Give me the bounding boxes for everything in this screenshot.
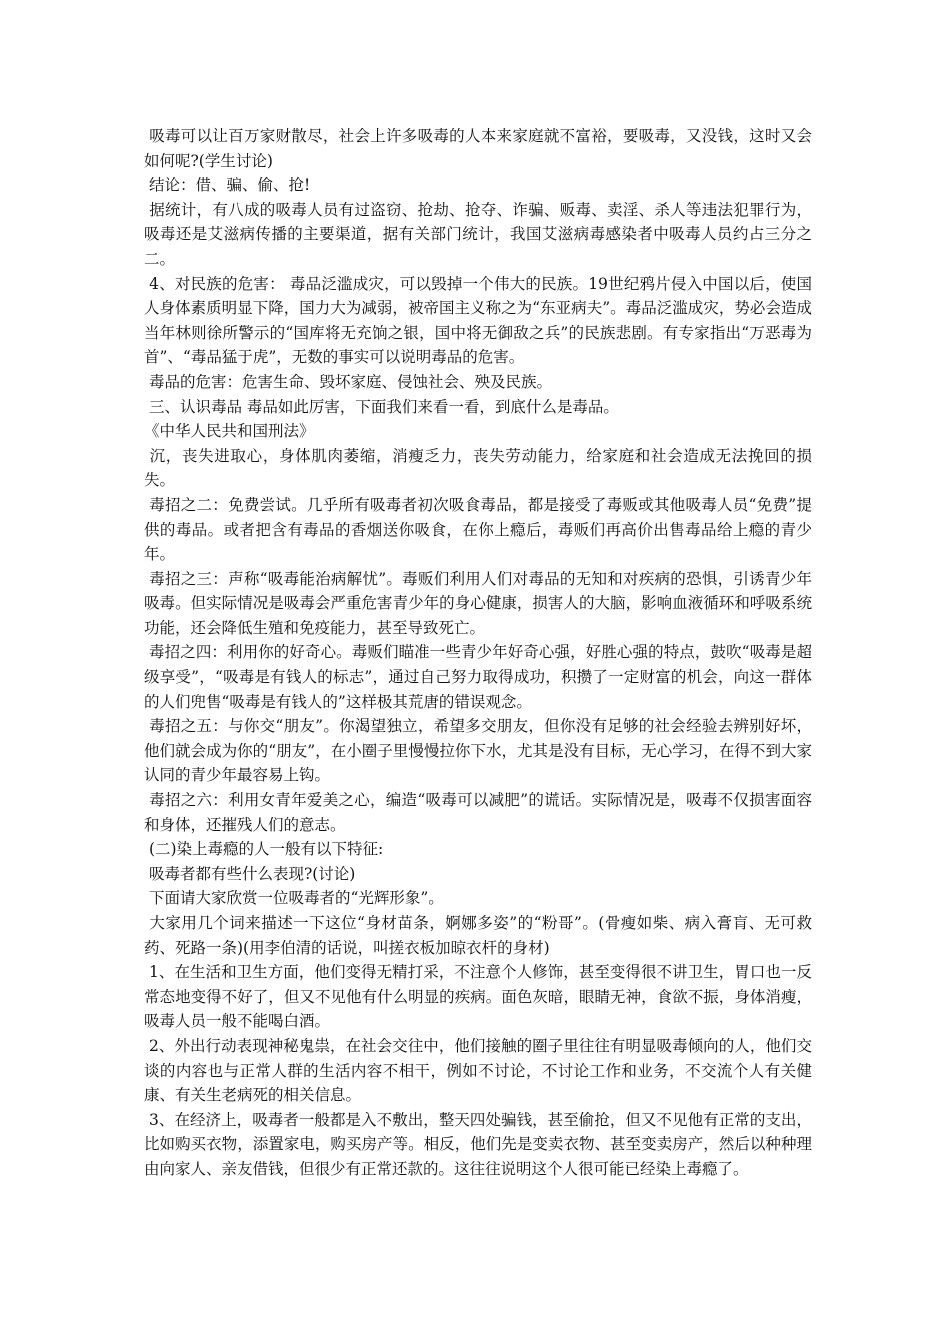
section-heading: 三、认识毒品 毒品如此厉害，下面我们来看一看，到底什么是毒品。 xyxy=(144,397,619,416)
paragraph: 毒招之六：利用女青年爱美之心，编造“吸毒可以减肥”的谎话。实际情况是，吸毒不仅损害面容和身体，还摧残人们的意志。 xyxy=(144,791,812,834)
paragraph: 吸毒可以让百万家财散尽，社会上许多吸毒的人本来家庭就不富裕，要吸毒，又没钱，这时又会如何呢?(学生讨论) xyxy=(144,127,812,170)
paragraph: 4、对民族的危害： 毒品泛滥成灾，可以毁掉一个伟大的民族。19世纪鸦片侵入中国以后，使国人身体素质明显下降，国力大为减弱，被帝国主义称之为“东亚病夫”。毒品泛滥成灾，势必会造成当年林则徐所警示的“国库将无充饷之银，国中将无御敌之兵”的民族悲剧。有专家指出“万恶毒为首”、“毒品猛于虎”，无数的事实可以说明毒品的危害。 xyxy=(144,274,813,367)
paragraph: 毒招之三：声称“吸毒能治病解忧”。毒贩们利用人们对毒品的无知和对疾病的恐惧，引诱青少年吸毒。但实际情况是吸毒会严重危害青少年的身心健康，损害人的大脑，影响血液循环和呼吸系统功能，还会降低生殖和免疫能力，甚至导致死亡。 xyxy=(144,569,812,637)
paragraph: 据统计，有八成的吸毒人员有过盗窃、抢劫、抢夺、诈骗、贩毒、卖淫、杀人等违法犯罪行为，吸毒还是艾滋病传播的主要渠道，据有关部门统计，我国艾滋病毒感染者中吸毒人员约占三分之二。 xyxy=(144,200,812,268)
paragraph: 沉，丧失进取心，身体肌肉萎缩，消瘦乏力，丧失劳动能力，给家庭和社会造成无法挽回的损失。 xyxy=(144,446,812,490)
paragraph: 下面请大家欣赏一位吸毒者的“光辉形象”。 xyxy=(144,889,444,908)
paragraph: 1、在生活和卫生方面，他们变得无精打采，不注意个人修饰，甚至变得很不讲卫生，胃口也一反常态地变得不好了，但又不见他有什么明显的疾病。面色灰暗，眼睛无神，食欲不振，身体消瘦，吸毒人员一般不能喝白酒。 xyxy=(144,963,812,1031)
paragraph: 毒招之四：利用你的好奇心。毒贩们瞄准一些青少年好奇心强，好胜心强的特点，鼓吹“吸毒是超级享受”，“吸毒是有钱人的标志”，通过自己努力取得成功，积攒了一定财富的机会，向这一群体的人们兜售“吸毒是有钱人的”这样极其荒唐的错误观念。 xyxy=(144,643,812,711)
paragraph: 《中华人民共和国刑法》 xyxy=(144,422,315,441)
section-heading: (二)染上毒瘾的人一般有以下特征: xyxy=(144,840,384,859)
paragraph: 大家用几个词来描述一下这位“身材苗条，婀娜多姿”的“粉哥”。(骨瘦如柴、病入膏肓、无可救药、死路一条)(用李伯清的话说，叫搓衣板加晾衣杆的身材) xyxy=(144,914,812,957)
document-page xyxy=(144,124,812,1182)
paragraph: 毒招之二：免费尝试。几乎所有吸毒者初次吸食毒品，都是接受了毒贩或其他吸毒人员“免费”提供的毒品。或者把含有毒品的香烟送你吸食，在你上瘾后，毒贩们再高价出售毒品给上瘾的青少年。 xyxy=(144,495,812,564)
paragraph: 2、外出行动表现神秘鬼祟，在社会交往中，他们接触的圈子里往往有明显吸毒倾向的人，他们交谈的内容也与正常人群的生活内容不相干，例如不讨论，不讨论工作和业务，不交流个人有关健康、有关生老病死的相关信息。 xyxy=(144,1036,812,1105)
paragraph: 3、在经济上，吸毒者一般都是入不敷出，整天四处骗钱，甚至偷抢，但又不见他有正常的支出，比如购买衣物，添置家电，购买房产等。相反，他们先是变卖衣物、甚至变卖房产，然后以种种理由向家人、亲友借钱，但很少有正常还款的。这往往说明这个人很可能已经染上毒瘾了。 xyxy=(144,1110,812,1178)
paragraph: 吸毒者都有些什么表现?(讨论) xyxy=(144,864,356,883)
paragraph: 毒招之五：与你交“朋友”。你渴望独立，希望多交朋友，但你没有足够的社会经验去辨别好坏，他们就会成为你的“朋友”，在小圈子里慢慢拉你下水，尤其是没有目标，无心学习，在得不到大家认同的青少年最容易上钩。 xyxy=(144,717,812,785)
paragraph: 毒品的危害：危害生命、毁坏家庭、侵蚀社会、殃及民族。 xyxy=(144,372,552,391)
paragraph: 结论：借、骗、偷、抢! xyxy=(144,176,311,195)
